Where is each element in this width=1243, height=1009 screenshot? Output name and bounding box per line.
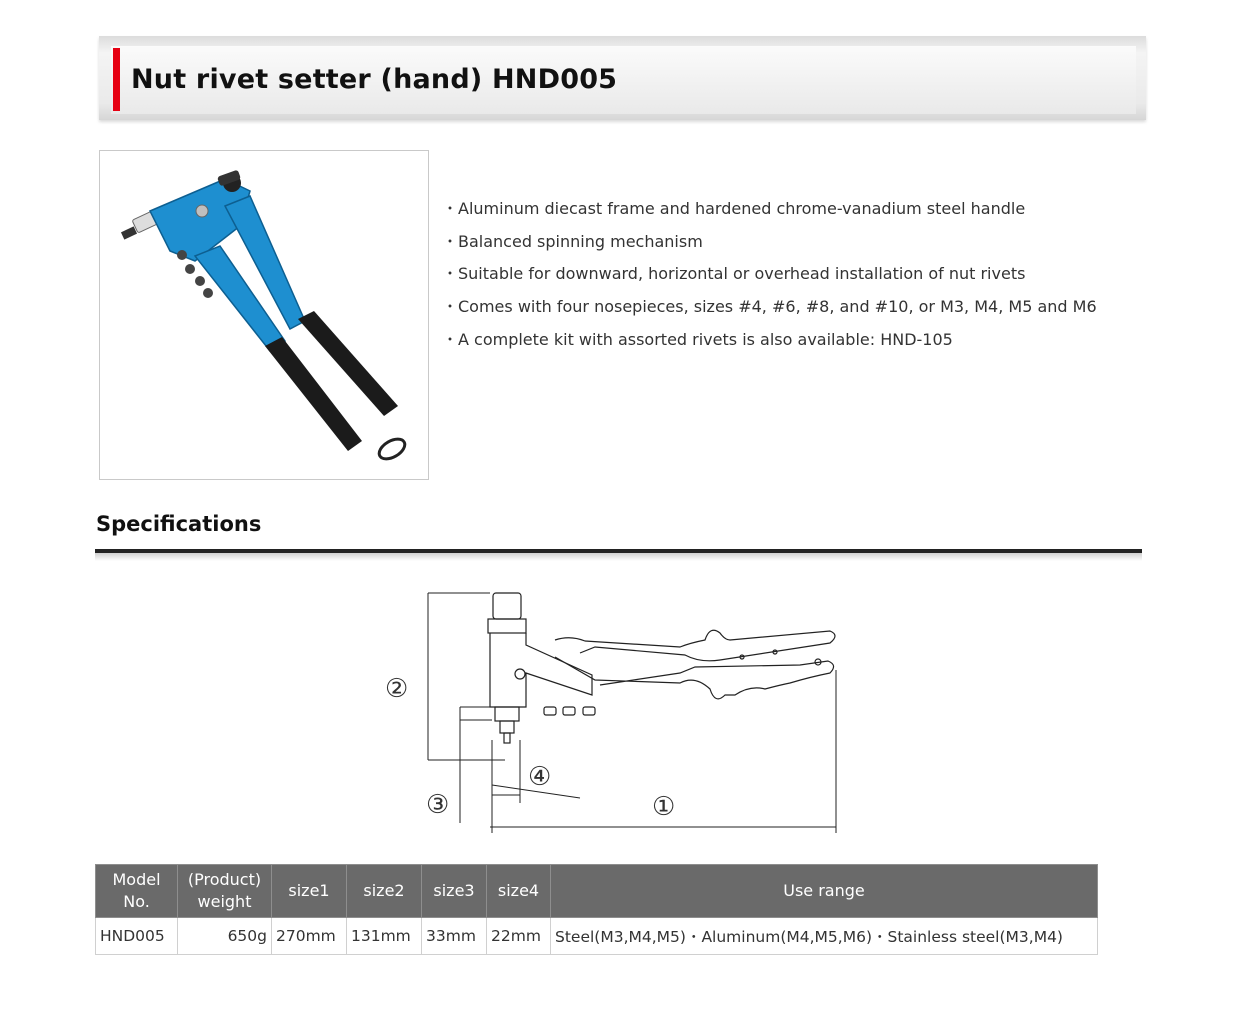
feature-item: ・A complete kit with assorted rivets is also available: HND-105 bbox=[442, 329, 953, 349]
dimension-label-2: ② bbox=[385, 674, 409, 704]
dimension-diagram bbox=[380, 585, 860, 845]
col-header-use-range: Use range bbox=[551, 865, 1098, 918]
col-header-weight: (Product) weight bbox=[178, 865, 272, 918]
col-header-size3: size3 bbox=[422, 865, 487, 918]
cell-size3: 33mm bbox=[422, 918, 487, 955]
specifications-heading: Specifications bbox=[96, 512, 262, 536]
product-image bbox=[99, 150, 429, 480]
page-title: Nut rivet setter (hand) HND005 bbox=[131, 64, 618, 95]
col-header-size2: size2 bbox=[347, 865, 422, 918]
feature-list bbox=[442, 193, 1097, 357]
table-header-row bbox=[96, 865, 1098, 918]
cell-model: HND005 bbox=[96, 918, 178, 955]
rivet-setter-illustration bbox=[100, 151, 428, 479]
dimension-label-3: ③ bbox=[426, 790, 450, 820]
cell-weight: 650g bbox=[178, 918, 272, 955]
dimension-label-4: ④ bbox=[528, 762, 552, 792]
feature-item: ・Aluminum diecast frame and hardened chrome-vanadium steel handle bbox=[442, 199, 1026, 218]
spec-table bbox=[95, 864, 1098, 955]
col-header-size4: size4 bbox=[487, 865, 551, 918]
feature-item: ・Balanced spinning mechanism bbox=[442, 231, 703, 251]
cell-size1: 270mm bbox=[272, 918, 347, 955]
col-header-size1: size1 bbox=[272, 865, 347, 918]
cell-size4: 22mm bbox=[487, 918, 551, 955]
col-header-model: Model No. bbox=[96, 865, 178, 918]
table-row bbox=[96, 918, 1098, 955]
feature-item: ・Suitable for downward, horizontal or overhead installation of nut rivets bbox=[442, 264, 1026, 284]
cell-use-range: Steel(M3,M4,M5)・Aluminum(M4,M5,M6)・Stainless steel(M3,M4) bbox=[551, 918, 1098, 955]
feature-item: ・Comes with four nosepieces, sizes #4, #6, #8, and #10, or M3, M4, M5 and M6 bbox=[442, 297, 1097, 317]
title-accent-bar bbox=[113, 48, 120, 111]
cell-size2: 131mm bbox=[347, 918, 422, 955]
dimension-label-1: ① bbox=[652, 792, 676, 822]
